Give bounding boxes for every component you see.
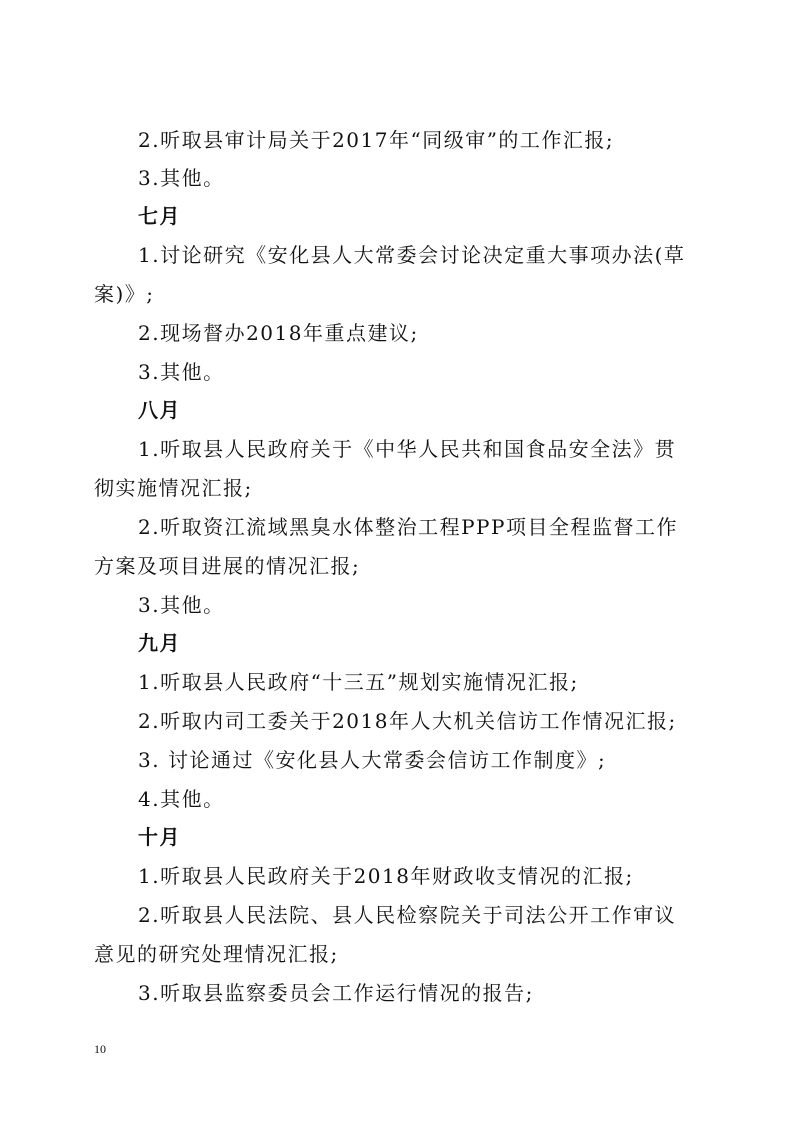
page-number: 10	[94, 1042, 106, 1056]
item-august-1: 1.听取县人民政府关于《中华人民共和国食品安全法》贯	[138, 437, 677, 461]
item-august-2: 2.听取资江流域黑臭水体整治工程PPP项目全程监督工作	[138, 515, 678, 539]
item-august-3: 3.其他。	[138, 593, 225, 617]
item-july-3: 3.其他。	[138, 360, 225, 384]
item-october-2-continued: 意见的研究处理情况汇报;	[94, 942, 339, 966]
item-july-1: 1.讨论研究《安化县人大常委会讨论决定重大事项办法(草	[138, 243, 686, 267]
item-september-3: 3. 讨论通过《安化县人大常委会信访工作制度》;	[138, 748, 607, 772]
item-july-2: 2.现场督办2018年重点建议;	[138, 321, 419, 345]
item-october-2: 2.听取县人民法院、县人民检察院关于司法公开工作审议	[138, 903, 677, 927]
month-heading-july: 七月	[138, 204, 181, 228]
item-september-2: 2.听取内司工委关于2018年人大机关信访工作情况汇报;	[138, 709, 677, 733]
item-july-1-continued: 案)》;	[94, 282, 155, 306]
item-october-1: 1.听取县人民政府关于2018年财政收支情况的汇报;	[138, 864, 634, 888]
month-heading-october: 十月	[138, 825, 181, 849]
item-september-1: 1.听取县人民政府“十三五”规划实施情况汇报;	[138, 670, 579, 694]
item-october-3: 3.听取县监察委员会工作运行情况的报告;	[138, 981, 534, 1005]
item-august-2-continued: 方案及项目进展的情况汇报;	[94, 554, 361, 578]
item-june-2: 2.听取县审计局关于2017年“同级审”的工作汇报;	[138, 128, 615, 152]
item-september-4: 4.其他。	[138, 787, 225, 811]
item-june-3: 3.其他。	[138, 166, 225, 190]
item-august-1-continued: 彻实施情况汇报;	[94, 476, 253, 500]
month-heading-august: 八月	[138, 398, 181, 422]
month-heading-september: 九月	[138, 631, 181, 655]
